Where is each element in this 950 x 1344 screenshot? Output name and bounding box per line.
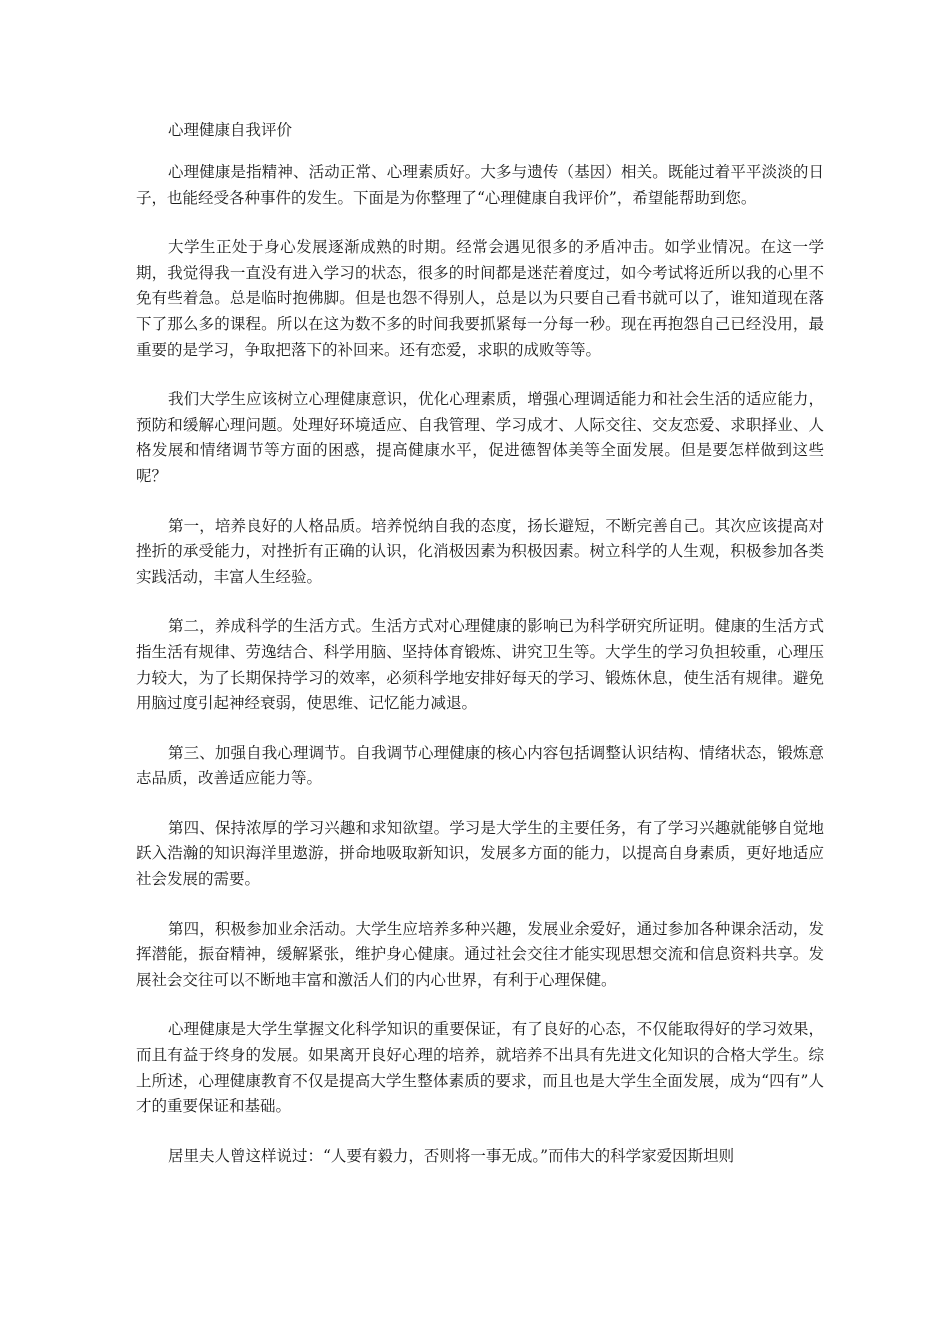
paragraph-quote: 居里夫人曾这样说过：“人要有毅力，否则将一事无成。”而伟大的科学家爱因斯坦则 bbox=[168, 1146, 735, 1165]
spacer bbox=[136, 590, 824, 614]
paragraph-point-4a: 第四、保持浓厚的学习兴趣和求知欲望。学习是大学生的主要任务，有了学习兴趣就能够自觉地跃入浩瀚的知识海洋里遨游，拼命地吸取新知识，发展多方面的能力，以提高自身素质，更好地适应社会发展的需要。 bbox=[136, 818, 824, 889]
paragraph-point-1: 第一，培养良好的人格品质。培养悦纳自我的态度，扬长避短，不断完善自己。其次应该提高对挫折的承受能力，对挫折有正确的认识，化消极因素为积极因素。树立科学的人生观，积极参加各类实践活动，丰富人生经验。 bbox=[136, 516, 824, 586]
spacer bbox=[136, 993, 824, 1017]
spacer bbox=[136, 142, 824, 160]
paragraph-point-2: 第二，养成科学的生活方式。生活方式对心理健康的影响已为科学研究所证明。健康的生活方式指生活有规律、劳逸结合、科学用脑、坚持体育锻炼、讲究卫生等。大学生的学习负担较重，心理压力较大，为了长期保持学习的效率，必须科学地安排好每天的学习、锻炼休息，使生活有规律。避免用脑过度引起神经衰弱，使思维、记忆能力减退。 bbox=[136, 617, 824, 713]
document-body bbox=[136, 118, 824, 1169]
spacer bbox=[136, 490, 824, 514]
paragraph-point-3: 第三、加强自我心理调节。自我调节心理健康的核心内容包括调整认识结构、情绪状态，锻炼意志品质，改善适应能力等。 bbox=[136, 743, 824, 788]
document-title: 心理健康自我评价 bbox=[168, 121, 293, 139]
paragraph-student-situation: 大学生正处于身心发展逐渐成熟的时期。经常会遇见很多的矛盾冲击。如学业情况。在这一学期，我觉得我一直没有进入学习的状态，很多的时间都是迷茫着度过，如今考试将近所以我的心里不免有些着急。总是临时抱佛脚。但是也怨不得别人，总是以为只要自己看书就可以了，谁知道现在落下了那么多的课程。所以在这为数不多的时间我要抓紧每一分每一秒。现在再抱怨自己已经没用，最重要的是学习，争取把落下的补回来。还有恋爱，求职的成败等等。 bbox=[136, 238, 824, 359]
paragraph-summary: 心理健康是大学生掌握文化科学知识的重要保证，有了良好的心态，不仅能取得好的学习效果，而且有益于终身的发展。如果离开良好心理的培养，就培养不出具有先进文化知识的合格大学生。综上所述，心理健康教育不仅是提高大学生整体素质的要求，而且也是大学生全面发展，成为“四有”人才的重要保证和基础。 bbox=[136, 1020, 824, 1116]
spacer bbox=[136, 893, 824, 917]
paragraph-point-4b: 第四，积极参加业余活动。大学生应培养多种兴趣，发展业余爱好，通过参加各种课余活动，发挥潜能，振奋精神，缓解紧张，维护身心健康。通过社会交往才能实现思想交流和信息资料共享。发展社会交往可以不断地丰富和激活人们的内心世界，有利于心理保健。 bbox=[136, 919, 824, 989]
paragraph-awareness: 我们大学生应该树立心理健康意识，优化心理素质，增强心理调适能力和社会生活的适应能力，预防和缓解心理问题。处理好环境适应、自我管理、学习成才、人际交往、交友恋爱、求职择业、人格发展和情绪调节等方面的困惑，提高健康水平，促进德智体美等全面发展。但是要怎样做到这些呢？ bbox=[136, 390, 824, 485]
paragraph-intro: 心理健康是指精神、活动正常、心理素质好。大多与遗传（基因）相关。既能过着平平淡淡的日子，也能经受各种事件的发生。下面是为你整理了“心理健康自我评价”，希望能帮助到您。 bbox=[136, 163, 824, 207]
spacer bbox=[136, 792, 824, 816]
spacer bbox=[136, 211, 824, 235]
spacer bbox=[136, 1120, 824, 1144]
spacer bbox=[136, 717, 824, 741]
spacer bbox=[136, 363, 824, 387]
